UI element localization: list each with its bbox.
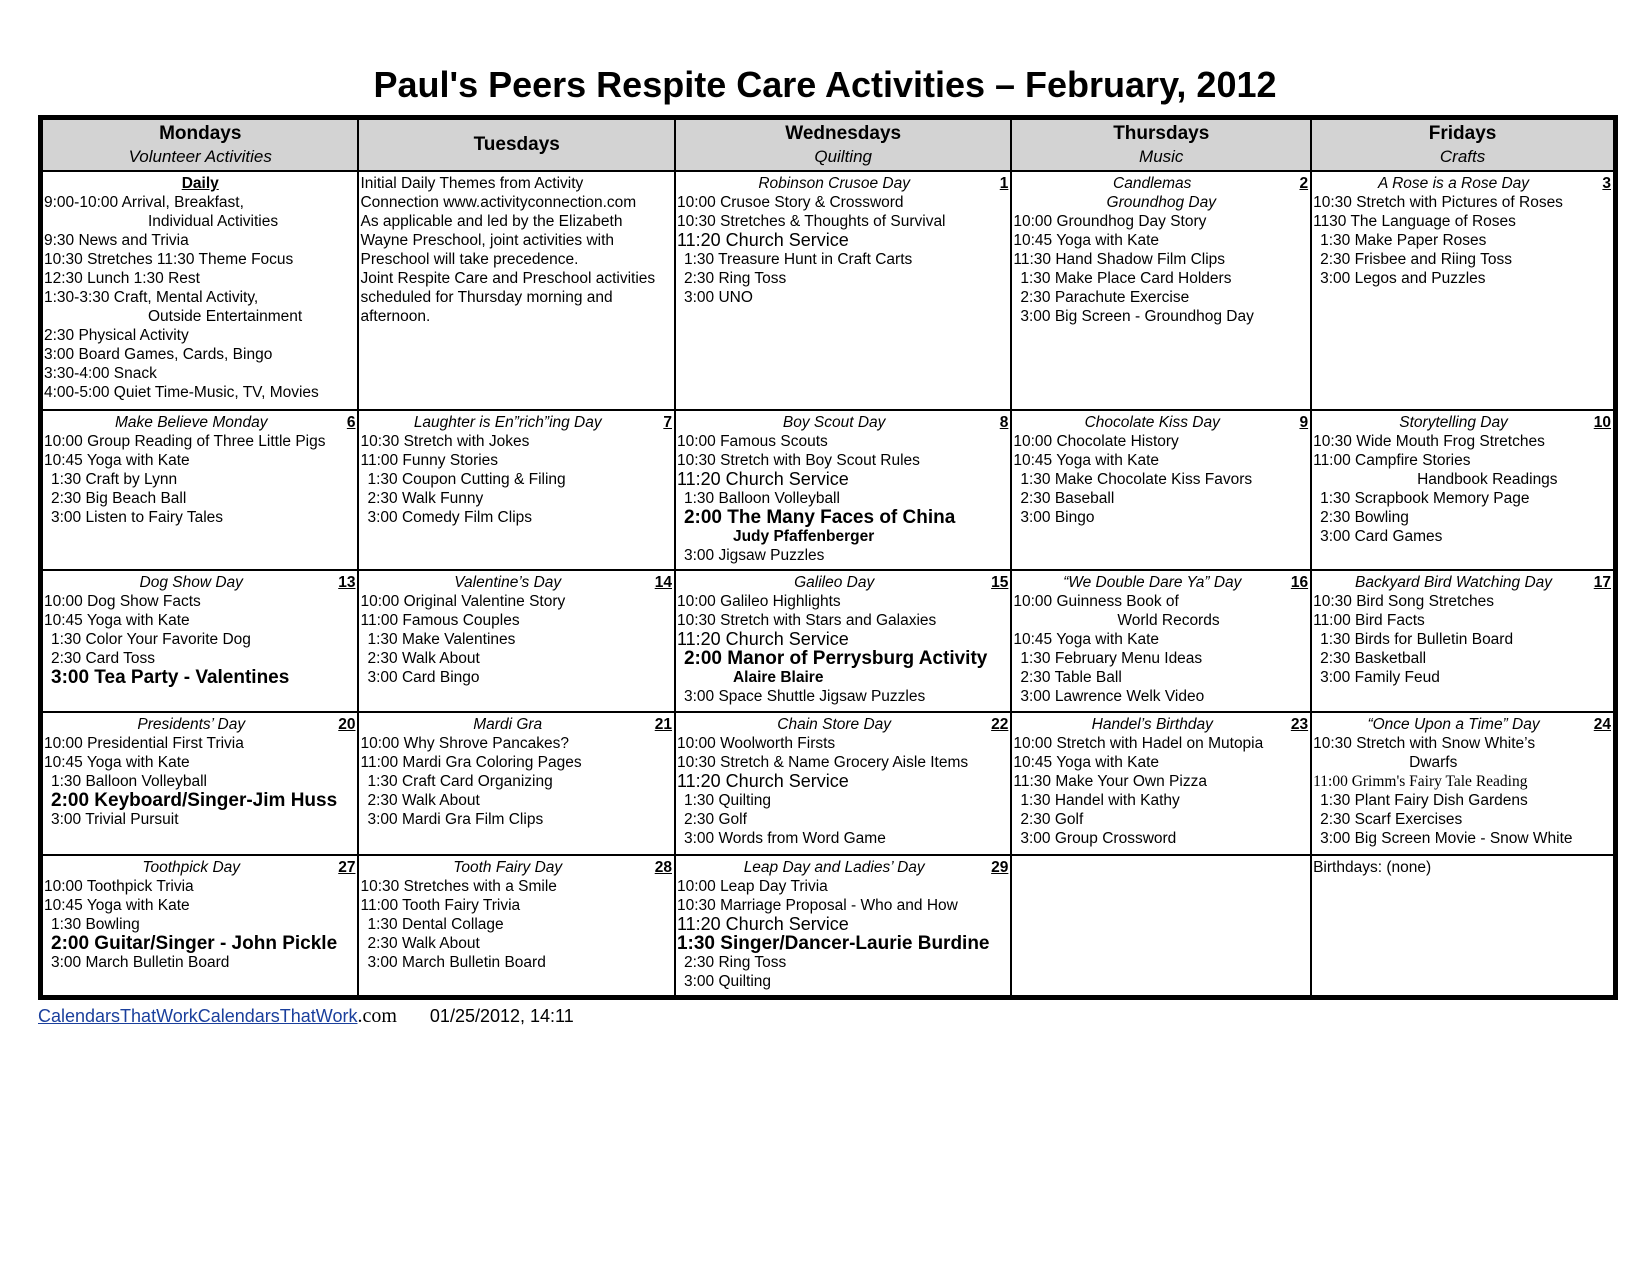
day-cell-content [1312,172,1613,288]
day-cell-content [1012,571,1310,706]
activity-line: 2:30 Baseball [1020,489,1115,507]
activity-line: 1:30 Craft Card Organizing [367,773,553,791]
activity-line: 10:00 Leap Day Trivia [676,878,828,896]
activity-line: 3:00 Card Bingo [367,669,480,687]
activity-line: 1:30 Make Place Card Holders [1020,270,1232,287]
day-cell-content [43,856,357,972]
week-row [42,410,1614,570]
activity-line: 3:00 Group Crossword [1020,830,1177,848]
day-theme: Mardi Gra [473,716,543,734]
date-number: 13 [338,574,356,592]
activity-line: 11:00 Famous Couples [360,612,520,630]
activity-line: 10:30 Stretches 11:30 Theme Focus [44,251,294,268]
weekday-name: Thursdays [1113,123,1210,144]
activity-line: 3:00 March Bulletin Board [51,954,230,972]
activity-line: 1:30 February Menu Ideas [1020,650,1203,668]
activity-line: 10:00 Chocolate History [1013,432,1179,450]
week-row [42,712,1614,855]
activity-line: 3:00 Mardi Gra Film Clips [367,811,544,829]
activity-line: 3:00 Tea Party - Valentines [51,667,290,689]
activity-line: 3:00 Big Screen Movie - Snow White [1320,830,1573,848]
day-cell-content [676,411,1010,565]
activity-line: 2:30 Frisbee and Riing Toss [1320,251,1512,268]
day-cell-content [676,856,1010,991]
day-cell [358,855,674,996]
activity-line: 3:00 Card Games [1320,527,1443,545]
header-tuesdays [358,119,674,171]
activity-line: 10:00 Original Valentine Story [360,593,566,611]
day-cell [42,410,358,570]
activity-line: 2:30 Table Ball [1020,669,1122,687]
day-theme: Chain Store Day [777,716,892,734]
activity-line: 1:30 Handel with Kathy [1020,792,1180,810]
activity-line: 2:00 The Many Faces of China [683,506,956,528]
activity-line: 1:30 Balloon Volleyball [51,773,207,791]
weekday-subtitle: Volunteer Activities [128,147,272,166]
activity-line: 10:00 Famous Scouts [676,432,828,450]
activity-line: 10:45 Yoga with Kate [1013,631,1160,649]
activity-line: 1:30 Color Your Favorite Dog [51,631,251,649]
activity-line: 3:00 Board Games, Cards, Bingo [44,346,273,363]
day-theme: Chocolate Kiss Day [1084,413,1220,431]
activity-line: 10:00 Stretch with Hadel on Mutopia [1013,735,1264,753]
activity-line: 3:00 Big Screen - Groundhog Day [1020,308,1254,325]
activity-line: 11:20 Church Service [676,914,849,935]
day-cell [675,712,1011,855]
activity-line: 1:30 Plant Fairy Dish Gardens [1320,792,1528,810]
activity-line: 2:30 Walk About [367,792,480,810]
activity-line: Groundhog Day [1106,194,1216,211]
activity-line: 3:00 March Bulletin Board [367,954,546,972]
day-cell [42,855,358,996]
activity-line: 10:00 Why Shrove Pancakes? [360,735,569,753]
day-cell-content [1312,856,1613,877]
activity-line: 11:30 Make Your Own Pizza [1013,773,1207,791]
date-number: 14 [654,574,672,592]
activity-line: 1:30 Make Paper Roses [1320,232,1487,249]
day-cell [1011,712,1311,855]
day-cell [42,712,358,855]
activity-line: Dwarfs [1409,754,1458,772]
activity-line: 11:00 Mardi Gra Coloring Pages [360,754,582,772]
activity-line: 1:30 Bowling [51,916,140,934]
day-theme: Presidents’ Day [137,716,246,734]
day-cell [675,570,1011,712]
day-cell-content [359,411,673,527]
activity-line: 11:20 Church Service [676,771,849,792]
print-timestamp: 01/25/2012, 14:11 [429,1006,574,1026]
activity-line: 10:30 Stretch with Stars and Galaxies [676,612,937,630]
activity-line: 3:00 Lawrence Welk Video [1020,688,1205,706]
activity-line: 9:30 News and Trivia [44,232,189,249]
day-theme: Make Believe Monday [114,413,268,431]
day-theme: “We Double Dare Ya” Day [1063,574,1242,592]
activity-line: 2:30 Ring Toss [683,954,787,972]
activity-line: 3:00 Trivial Pursuit [51,811,179,829]
date-number: 27 [338,859,356,877]
day-theme: Storytelling Day [1399,413,1508,431]
activity-line: 10:30 Stretch & Name Grocery Aisle Items [676,754,969,772]
date-number: 22 [991,716,1009,734]
activity-line: 10:00 Dog Show Facts [44,593,201,611]
activity-line: Alaire Blaire [732,669,824,687]
activity-line: 10:00 Woolworth Firsts [676,735,836,753]
date-number: 29 [991,859,1009,877]
day-cell-content [359,713,673,829]
activity-line: 1:30 Quilting [683,792,771,810]
activity-line: 10:45 Yoga with Kate [1013,451,1160,469]
activity-line: 10:00 Groundhog Day Story [1013,213,1207,230]
calendar-table [41,118,1615,997]
day-cell-content [676,713,1010,848]
activity-line: 9:00-10:00 Arrival, Breakfast, [44,194,244,211]
day-theme: Leap Day and Ladies’ Day [743,859,925,877]
day-cell-content [676,571,1010,706]
activity-line: 1:30 Coupon Cutting & Filing [367,470,566,488]
day-theme: Tooth Fairy Day [453,859,563,877]
date-number: 3 [1602,175,1611,192]
day-theme: Toothpick Day [142,859,241,877]
activity-line: 1:30 Dental Collage [367,916,504,934]
activity-line: 1:30 Singer/Dancer-Laurie Burdine [676,933,990,955]
week-row [42,171,1614,410]
activity-line: 1:30 Birds for Bulletin Board [1320,631,1514,649]
activity-line: 10:30 Marriage Proposal - Who and How [676,897,958,915]
day-theme: Dog Show Day [139,574,243,592]
day-cell [1011,855,1311,996]
activity-line: Outside Entertainment [148,308,303,325]
calendar-source-link[interactable]: CalendarsThatWorkCalendarsThatWork [38,1006,358,1026]
day-cell-content [43,172,357,402]
activity-line: As applicable and led by the Elizabeth Wayne Preschool, joint activities with Preschool will take precedence. [360,213,623,268]
activity-line: 1:30 Make Valentines [367,631,516,649]
activity-line: 2:00 Manor of Perrysburg Activity [683,648,988,670]
activity-line: 10:45 Yoga with Kate [44,897,190,915]
weekday-name: Fridays [1428,123,1497,144]
activity-line: Connection www.activityconnection.com [360,194,637,211]
weekday-name: Wednesdays [785,123,902,144]
activity-line: 2:30 Ring Toss [683,270,787,287]
week-row [42,855,1614,996]
day-cell [1011,570,1311,712]
activity-line: 2:30 Card Toss [51,650,155,668]
day-cell-content [1312,571,1613,687]
date-number: 20 [338,716,356,734]
day-cell-content [359,172,673,326]
day-cell [358,712,674,855]
activity-line: 11:00 Bird Facts [1313,612,1425,630]
date-number: 15 [991,574,1009,592]
activity-line: 1:30 Make Chocolate Kiss Favors [1020,470,1253,488]
weekday-header-row [42,119,1614,171]
day-theme: Boy Scout Day [782,413,886,431]
day-cell [1311,410,1614,570]
activity-line: 10:45 Yoga with Kate [1013,754,1160,772]
day-cell [1311,855,1614,996]
activity-line: 3:00 Bingo [1020,508,1095,526]
activity-line: 10:45 Yoga with Kate [44,754,190,772]
weekday-name: Mondays [159,123,242,144]
date-number: 6 [346,413,356,431]
date-number: 23 [1290,716,1309,734]
activity-line: 2:30 Walk About [367,650,480,668]
day-cell [1311,570,1614,712]
activity-line: 10:30 Wide Mouth Frog Stretches [1313,432,1545,450]
activity-line: 1130 The Language of Roses [1313,213,1516,230]
activity-line: 11:00 Funny Stories [360,451,499,469]
activity-line: 3:00 Jigsaw Puzzles [683,546,825,564]
activity-line: 10:00 Galileo Highlights [676,593,841,611]
day-cell [1011,171,1311,410]
date-number: 28 [654,859,672,877]
day-cell [358,171,674,410]
activity-line: 3:00 Listen to Fairy Tales [51,508,224,526]
day-cell [1311,171,1614,410]
activity-line: 2:30 Physical Activity [44,327,189,344]
link-domain: .com [357,1005,397,1027]
activity-line: 2:00 Guitar/Singer - John Pickle [51,933,338,955]
day-theme: Robinson Crusoe Day [758,175,910,192]
activity-line: 10:30 Stretch with Snow White’s [1313,735,1536,753]
activity-line: 3:00 Family Feud [1320,669,1440,687]
activity-line: Daily [181,175,219,192]
activity-line: 10:00 Presidential First Trivia [44,735,244,753]
activity-line: 2:30 Walk About [367,935,480,953]
activity-line: 1:30 Craft by Lynn [51,470,178,488]
day-cell-content [359,856,673,972]
day-cell [42,171,358,410]
activity-line: 3:30-4:00 Snack [44,365,157,382]
date-number: 21 [654,716,672,734]
activity-line: World Records [1117,612,1220,630]
activity-line: 3:00 UNO [683,289,753,306]
calendar-body [42,171,1614,996]
date-number: 16 [1290,574,1309,592]
day-cell [42,570,358,712]
day-cell-content [43,571,357,687]
activity-line: 10:30 Stretches with a Smile [360,878,557,896]
week-row [42,570,1614,712]
activity-line: 10:00 Crusoe Story & Crossword [676,194,904,211]
day-theme: Galileo Day [794,574,875,592]
date-number: 7 [663,413,672,431]
activity-line: 12:30 Lunch 1:30 Rest [44,270,200,287]
day-cell [675,410,1011,570]
activity-line: Initial Daily Themes from Activity [360,175,584,192]
header-wednesdays [675,119,1011,171]
activity-line: 3:00 Comedy Film Clips [367,508,533,526]
activity-line: 10:00 Guinness Book of [1013,593,1179,611]
activity-line: 11:00 Tooth Fairy Trivia [360,897,521,915]
activity-line: Joint Respite Care and Preschool activities scheduled for Thursday morning and afternoon. [360,270,656,325]
day-theme: Candlemas [1113,175,1192,192]
activity-line: 2:00 Keyboard/Singer-Jim Huss [51,790,338,812]
weekday-subtitle: Music [1139,147,1184,166]
date-number: 1 [999,175,1009,192]
day-cell [358,410,674,570]
activity-line: 3:00 Space Shuttle Jigsaw Puzzles [683,688,926,706]
day-cell-content [359,571,673,687]
day-theme: Backyard Bird Watching Day [1355,574,1553,592]
activity-line: 1:30 Balloon Volleyball [683,489,840,507]
weekday-subtitle: Quilting [814,147,872,166]
activity-line: 11:20 Church Service [676,629,849,650]
day-cell [675,171,1011,410]
activity-line: 11:30 Hand Shadow Film Clips [1013,251,1226,268]
activity-line: Birthdays: (none) [1313,859,1432,877]
day-cell-content [1012,856,1310,858]
activity-line: 10:30 Stretch with Jokes [360,432,530,450]
day-cell-content [1012,713,1310,848]
page-title: Paul's Peers Respite Care Activities – February, 2012 [373,64,1277,105]
activity-line: 10:30 Stretch with Pictures of Roses [1313,194,1563,211]
activity-line: Judy Pfaffenberger [732,527,875,545]
activity-line: 10:00 Group Reading of Three Little Pigs [44,432,326,450]
activity-line: 10:30 Stretch with Boy Scout Rules [676,451,920,469]
day-theme: Valentine’s Day [454,574,562,592]
date-number: 10 [1593,413,1611,431]
activity-line: 2:30 Bowling [1320,508,1409,526]
day-cell [1311,712,1614,855]
activity-line: 2:30 Big Beach Ball [51,489,187,507]
activity-line: 10:45 Yoga with Kate [1013,232,1160,249]
day-cell-content [1012,411,1310,527]
activity-line: 2:30 Golf [1020,811,1084,829]
calendar-grid [38,115,1618,1000]
activity-line: 4:00-5:00 Quiet Time-Music, TV, Movies [44,384,319,401]
header-thursdays [1011,119,1311,171]
day-cell [675,855,1011,996]
day-cell-content [43,411,357,527]
activity-line: 11:20 Church Service [676,230,849,250]
activity-line: 2:30 Basketball [1320,650,1427,668]
activity-line: Individual Activities [148,213,279,230]
day-cell-content [676,172,1010,307]
day-cell [358,570,674,712]
activity-line: Handbook Readings [1417,470,1558,488]
day-cell-content [1012,172,1310,326]
day-theme: Laughter is En”rich”ing Day [413,413,602,431]
header-fridays [1311,119,1614,171]
day-theme: A Rose is a Rose Day [1378,175,1530,192]
day-theme: Handel’s Birthday [1091,716,1213,734]
date-number: 2 [1299,175,1309,192]
day-cell-content [43,713,357,829]
day-theme: “Once Upon a Time” Day [1367,716,1540,734]
activity-line: 11:00 Grimm's Fairy Tale Reading [1313,773,1528,791]
activity-line: 11:20 Church Service [676,468,849,489]
day-cell [1011,410,1311,570]
activity-line: 2:30 Parachute Exercise [1020,289,1190,306]
activity-line: 3:00 Words from Word Game [683,830,886,848]
activity-line: 1:30-3:30 Craft, Mental Activity, [44,289,259,306]
activity-line: 11:00 Campfire Stories [1313,451,1471,469]
activity-line: 2:30 Scarf Exercises [1320,811,1463,829]
header-mondays [42,119,358,171]
date-number: 17 [1593,574,1611,592]
day-cell-content [1312,411,1613,546]
day-cell-content [1312,713,1613,848]
activity-line: 10:45 Yoga with Kate [44,612,190,630]
activity-line: 2:30 Golf [683,811,747,829]
weekday-name: Tuesdays [473,134,560,155]
date-number: 8 [999,413,1009,431]
activity-line: 10:30 Bird Song Stretches [1313,593,1495,611]
activity-line: 2:30 Walk Funny [367,489,484,507]
activity-line: 1:30 Scrapbook Memory Page [1320,489,1530,507]
activity-line: 10:45 Yoga with Kate [44,451,190,469]
activity-line: 1:30 Treasure Hunt in Craft Carts [683,251,913,268]
activity-line: 3:00 Legos and Puzzles [1320,270,1486,287]
weekday-subtitle: Crafts [1439,147,1486,166]
activity-line: 10:00 Toothpick Trivia [44,878,194,896]
activity-line: 10:30 Stretches & Thoughts of Survival [676,213,946,230]
date-number: 24 [1593,716,1611,734]
activity-line: 3:00 Quilting [683,973,771,991]
footer [38,1005,574,1028]
date-number: 9 [1299,413,1309,431]
